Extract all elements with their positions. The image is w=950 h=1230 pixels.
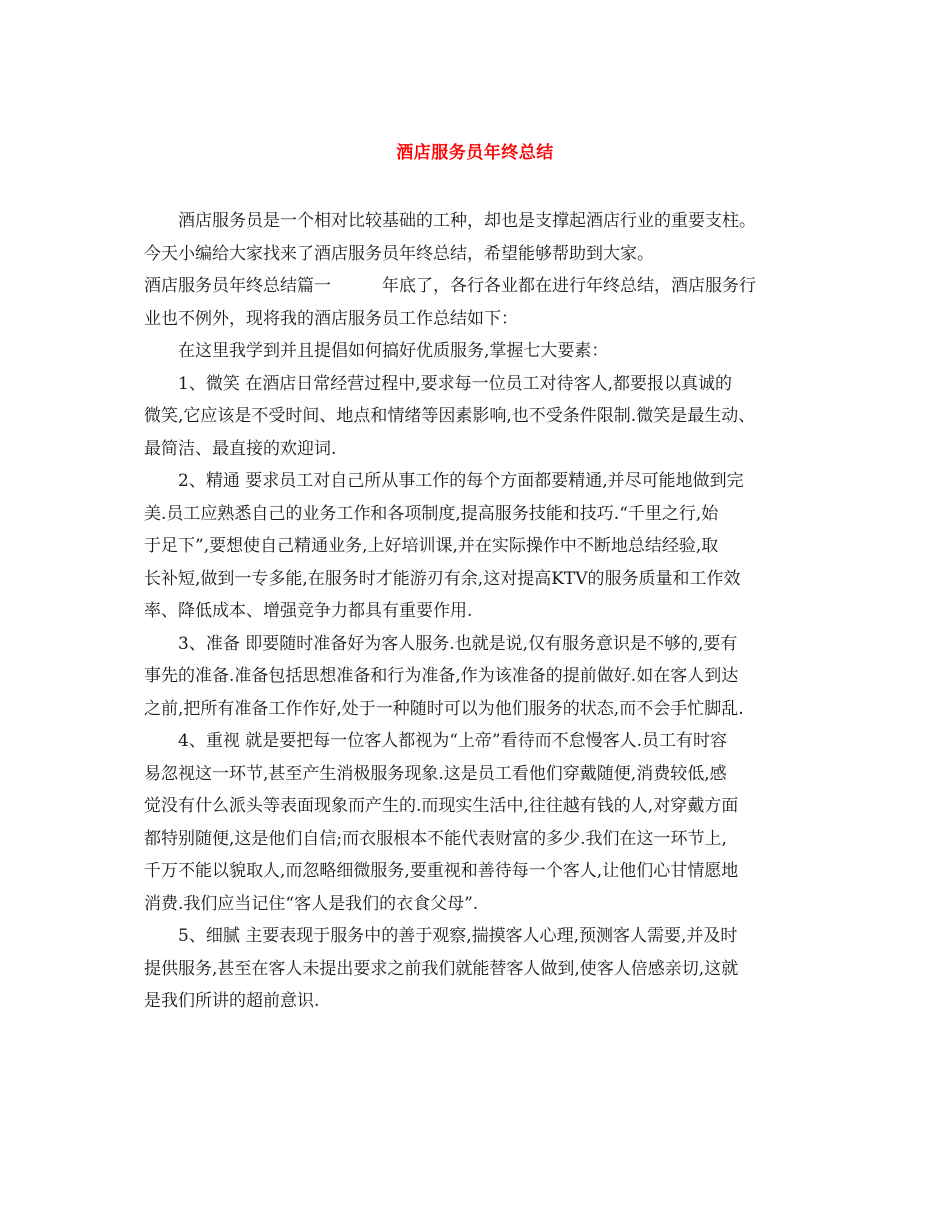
text-line: 酒店服务员是一个相对比较基础的工种，却也是支撑起酒店行业的重要支柱。 [178, 211, 756, 231]
text-line: 酒店服务员年终总结篇一 年底了，各行各业都在进行年终总结，酒店服务行 [144, 276, 756, 296]
text-line: 之前,把所有准备工作作好,处于一种随时可以为他们服务的状态,而不会手忙脚乱. [144, 698, 744, 719]
text-line: 微笑,它应该是不受时间、地点和情绪等因素影响,也不受条件限制.微笑是最生动、 [144, 406, 756, 426]
text-line: 美.员工应熟悉自己的业务工作和各项制度,提高服务技能和技巧.“千里之行,始 [144, 503, 719, 524]
text-line: 千万不能以貌取人,而忽略细微服务,要重视和善待每一个客人,让他们心甘情愿地 [144, 861, 739, 881]
text-line: 率、降低成本、增强竞争力都具有重要作用. [144, 601, 473, 621]
text-line: 消费.我们应当记住“客人是我们的衣食父母”. [144, 893, 479, 914]
text-line: 1、微笑 在酒店日常经营过程中,要求每一位员工对待客人,都要报以真诚的 [178, 373, 733, 394]
text-line: 在这里我学到并且提倡如何搞好优质服务,掌握七大要素： [178, 341, 609, 361]
text-line: 觉没有什么派头等表面现象而产生的.而现实生活中,往往越有钱的人,对穿戴方面 [144, 796, 739, 816]
text-line: 于足下”,要想使自己精通业务,上好培训课,并在实际操作中不断地总结经验,取 [144, 536, 719, 556]
text-line: 提供服务,甚至在客人未提出要求之前我们就能替客人做到,使客人倍感亲切,这就 [144, 958, 739, 979]
text-line: 3、准备 即要随时准备好为客人服务.也就是说,仅有服务意识是不够的,要有 [178, 633, 738, 654]
text-line: 2、精通 要求员工对自己所从事工作的每个方面都要精通,并尽可能地做到完 [178, 471, 744, 491]
document-body [144, 205, 828, 1018]
text-line: 易忽视这一环节,甚至产生消极服务现象.这是员工看他们穿戴随便,消费较低,感 [144, 763, 727, 784]
text-line: 5、细腻 主要表现于服务中的善于观察,揣摸客人心理,预测客人需要,并及时 [178, 926, 738, 946]
text-line: 今天小编给大家找来了酒店服务员年终总结，希望能够帮助到大家。 [144, 243, 654, 264]
text-line: 都特别随便,这是他们自信;而衣服根本不能代表财富的多少.我们在这一环节上, [144, 828, 727, 849]
text-line: 业也不例外，现将我的酒店服务员工作总结如下： [144, 308, 518, 329]
text-line: 事先的准备.准备包括思想准备和行为准备,作为该准备的提前做好.如在客人到达 [144, 666, 739, 686]
text-line: 长补短,做到一专多能,在服务时才能游刃有余,这对提高KTV的服务质量和工作效 [144, 568, 741, 589]
text-line: 4、重视 就是要把每一位客人都视为“上帝”看待而不怠慢客人.员工有时容 [178, 731, 728, 751]
text-line: 最简洁、最直接的欢迎词. [144, 438, 337, 459]
document-title: 酒店服务员年终总结 [396, 143, 554, 163]
text-line: 是我们所讲的超前意识. [144, 991, 320, 1011]
